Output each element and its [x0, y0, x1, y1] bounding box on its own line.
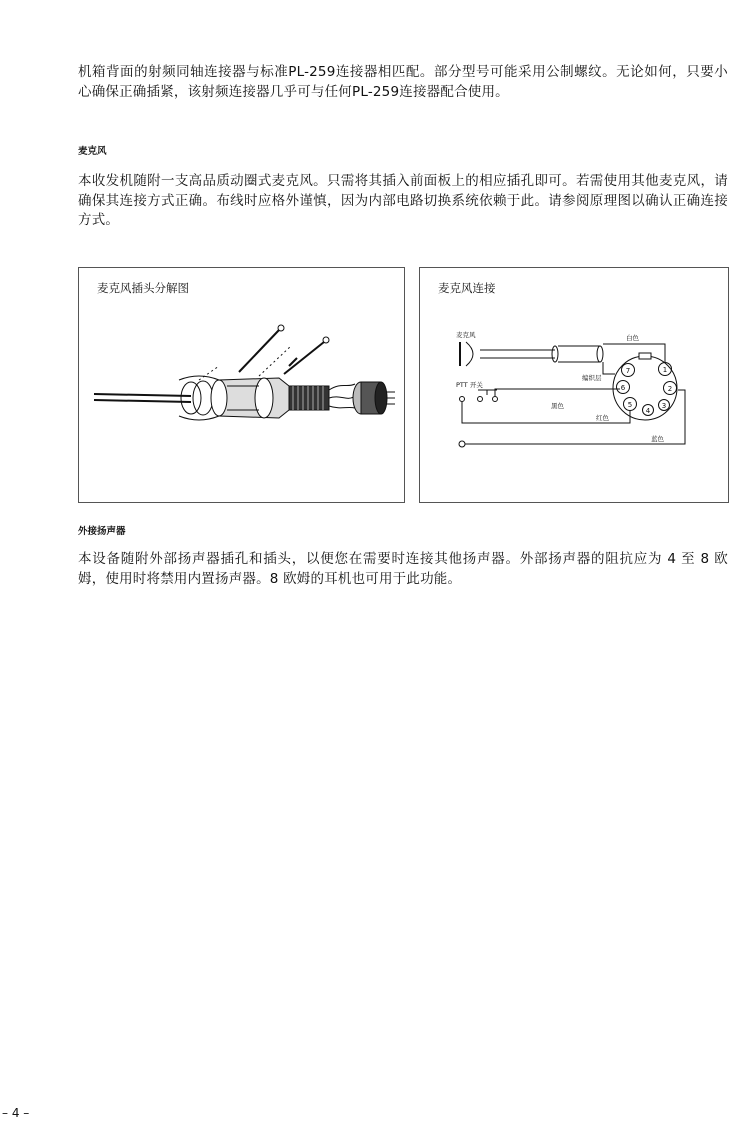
label-mic: 麦克风: [456, 331, 476, 339]
wiring-figure-title: 麦克风连接: [438, 281, 496, 295]
label-blue: 蓝色: [651, 435, 664, 443]
label-white: 白色: [626, 334, 639, 342]
plug-exploded-figure: [78, 267, 405, 503]
plug-exploded-drawing: [79, 268, 406, 504]
microphone-paragraph: 本收发机随附一支高品质动圈式麦克风。只需将其插入前面板上的相应插孔即可。若需使用其他麦克风，请确保其连接方式正确。布线时应格外谨慎，因为内部电路切换系统依赖于此。请参阅原理图以确认正确连接方式。: [78, 173, 728, 228]
pin-6-label: 6: [620, 384, 626, 392]
pin-2-label: 2: [667, 385, 673, 393]
pin-5-label: 5: [627, 401, 633, 409]
label-red: 红色: [596, 414, 609, 422]
pin-1-label: 1: [662, 366, 668, 374]
microphone-heading: 麦克风: [78, 146, 107, 157]
page-number: – 4 –: [2, 1106, 30, 1120]
label-shield: 编织层: [582, 374, 602, 382]
pin-7-label: 7: [625, 367, 631, 375]
plug-figure-title: 麦克风插头分解图: [97, 281, 189, 295]
external-speaker-heading: 外接扬声器: [78, 526, 126, 537]
rf-connector-paragraph: 机箱背面的射频同轴连接器与标准PL-259连接器相匹配。部分型号可能采用公制螺纹。无论如何，只要小心确保正确插紧，该射频连接器几乎可与任何PL-259连接器配合使用。: [78, 64, 728, 100]
mic-wiring-figure: [419, 267, 729, 503]
pin-3-label: 3: [661, 402, 667, 410]
label-black: 黑色: [551, 402, 564, 410]
mic-wiring-diagram: [420, 268, 729, 504]
label-ptt: PTT 开关: [456, 381, 483, 389]
pin-4-label: 4: [645, 407, 651, 415]
external-speaker-paragraph: 本设备随附外部扬声器插孔和插头，以便您在需要时连接其他扬声器。外部扬声器的阻抗应为 4 至 8 欧姆，使用时将禁用内置扬声器。8 欧姆的耳机也可用于此功能。: [78, 551, 728, 587]
